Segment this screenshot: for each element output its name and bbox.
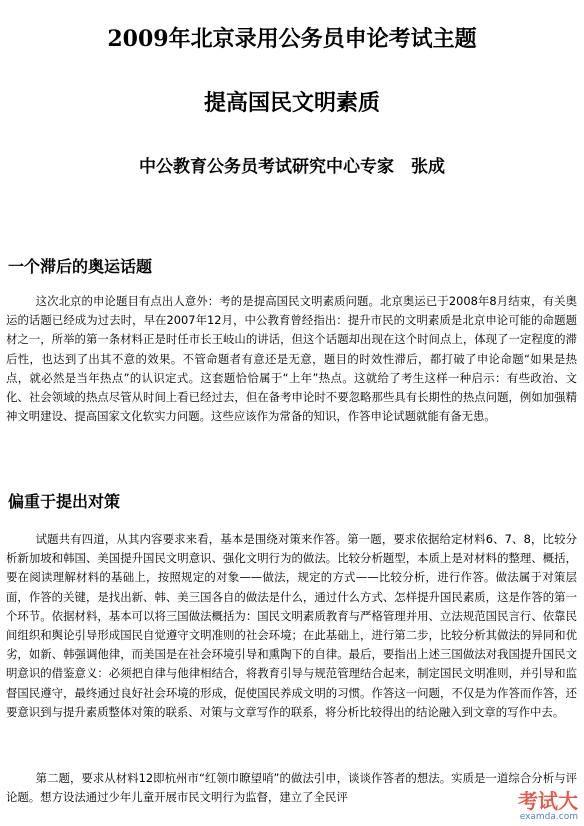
section-heading-1: 一个滞后的奥运话题 [8, 257, 153, 276]
author-byline: 中公教育公务员考试研究中心专家 张成 [139, 157, 445, 177]
document-title-line-1: 2009年北京录用公务员申论考试主题 [107, 26, 477, 52]
section-2-paragraph-2: 第二题，要求从材料12即杭州市“红领巾瞭望哨”的做法引申，谈谈作答者的想法。实质是一道综合分析与评论题。想方设法通过少年儿童开展市民文明行为监督，建立了全民评 [6, 771, 577, 805]
section-heading-2: 偏重于提出对策 [8, 492, 121, 511]
watermark-domain-text: examda.com [519, 812, 578, 822]
site-watermark-logo [466, 790, 578, 824]
watermark-cn-text: 考试大 [518, 789, 578, 813]
section-2-paragraph-1: 试题共有四道，从其内容要求来看，基本是围绕对策来作答。第一题，要求依据给定材料6、7、8，比较分析新加坡和韩国、美国提升国民文明意识、强化文明行为的做法。比较分析题型，本质上是对材料的整理、概括，要在阅读理解材料的基础上，按照规定的对象——做法，规定的方式——比较分析，进行作答。做法属于对策层面，作答的关键，是找出新、韩、美三国各自的做法是什么，通过什么方式、怎样提升国民素质，这是作答的第一个环节。依据材料，基本可以将三国做法概括为：国民文明素质教育与严格管理并用、立法规范国民言行、依靠民间组织和舆论引导形成国民自觉遵守文明准则的社会环境；在此基础上，进行第二步，比较分析其做法的异同和优劣，如新、韩强调他律，而美国是在社会环境引导和熏陶下的自律。最后，要指出上述三国做法对我国提升国民文明意识的借鉴意义：必须把自律与他律相结合，将教育引导与规范管理结合起来，制定国民文明准则，并引导和监督国民遵守，最终通过良好社会环境的形成，促使国民养成文明的习惯。作答这一问题，不仅是为作答而作答，还要意识到与提升素质整体对策的联系、对策与文章写作的联系，将分析比较得出的结论融入到文章的写作中去。 [6, 532, 577, 719]
section-1-paragraph-1: 这次北京的申论题目有点出人意外：考的是提高国民文明素质问题。北京奥运已于2008年8月结束，有关奥运的话题已经成为过去时，早在2007年12月，中公教育曾经指出：提升市民的文明素质是北京申论可能的命题题材之一，所举的第一条材料正是时任市长王岐山的讲话，但这个话题却出现在这个时间点上，体现了一定程度的滞后性，也达到了出其不意的效果。不管命题者有意还是无意，题目的时效性滞后，都打破了申论命题“如果是热点，就必然是当年热点”的认识定式。这套题恰恰属于“上年”热点。这就给了考生这样一种启示：有些政治、文化、社会领域的热点尽管从时间上看已经过去，但在备考申论时不要忽略那些具有长期性的热点问题，例如加强精神文明建设、提高国家文化软实力问题。这些应该作为常备的知识，作答申论试题就能有备无患。 [6, 294, 577, 424]
document-title-line-2: 提高国民文明素质 [203, 90, 380, 116]
